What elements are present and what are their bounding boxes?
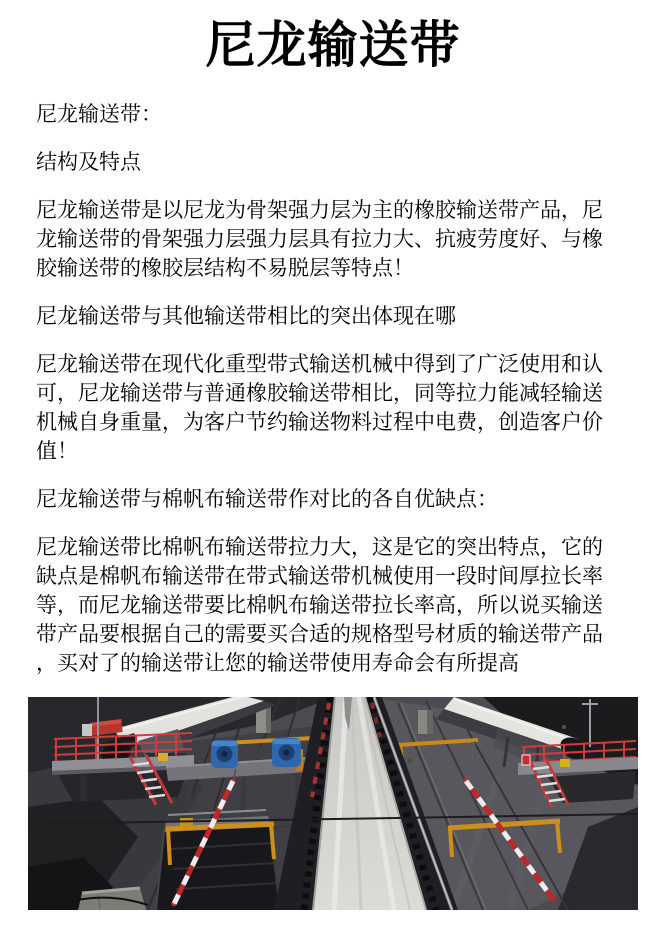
para-structure-body: 尼龙输送带是以尼龙为骨架强力层为主的橡胶输送带产品，尼龙输送带的骨架强力层强力层具有拉力大、抗疲劳度好、与橡胶输送带的橡胶层结构不易脱层等特点！ — [36, 199, 603, 280]
para-product-label: 尼龙输送带： — [36, 103, 162, 126]
para-comparison-heading: 尼龙输送带与其他输送带相比的突出体现在哪 — [36, 305, 456, 328]
page-title: 尼龙输送带 — [205, 17, 461, 73]
para-structure-heading: 结构及特点 — [36, 151, 141, 174]
conveyor-photo — [28, 697, 638, 910]
para-cotton-body: 尼龙输送带比棉帆布输送带拉力大，这是它的突出特点，它的缺点是棉帆布输送带在带式输送带机械使用一段时间厚拉长率等，而尼龙输送带要比棉帆布输送带拉长率高，所以说买输送带产品要根据自己的需要买合适的规格型号材质的输送带产品，买对了的输送带让您的输送带使用寿命会有所提高 — [36, 536, 603, 675]
para-comparison-body: 尼龙输送带在现代化重型带式输送机械中得到了广泛使用和认可，尼龙输送带与普通橡胶输送带相比，同等拉力能减轻输送机械自身重量，为客户节约输送物料过程中电费，创造客户价值！ — [36, 353, 603, 463]
article-body — [36, 100, 618, 678]
conveyor-photo-graphic — [28, 697, 638, 910]
para-cotton-heading: 尼龙输送带与棉帆布输送带作对比的各自优缺点： — [36, 488, 498, 511]
